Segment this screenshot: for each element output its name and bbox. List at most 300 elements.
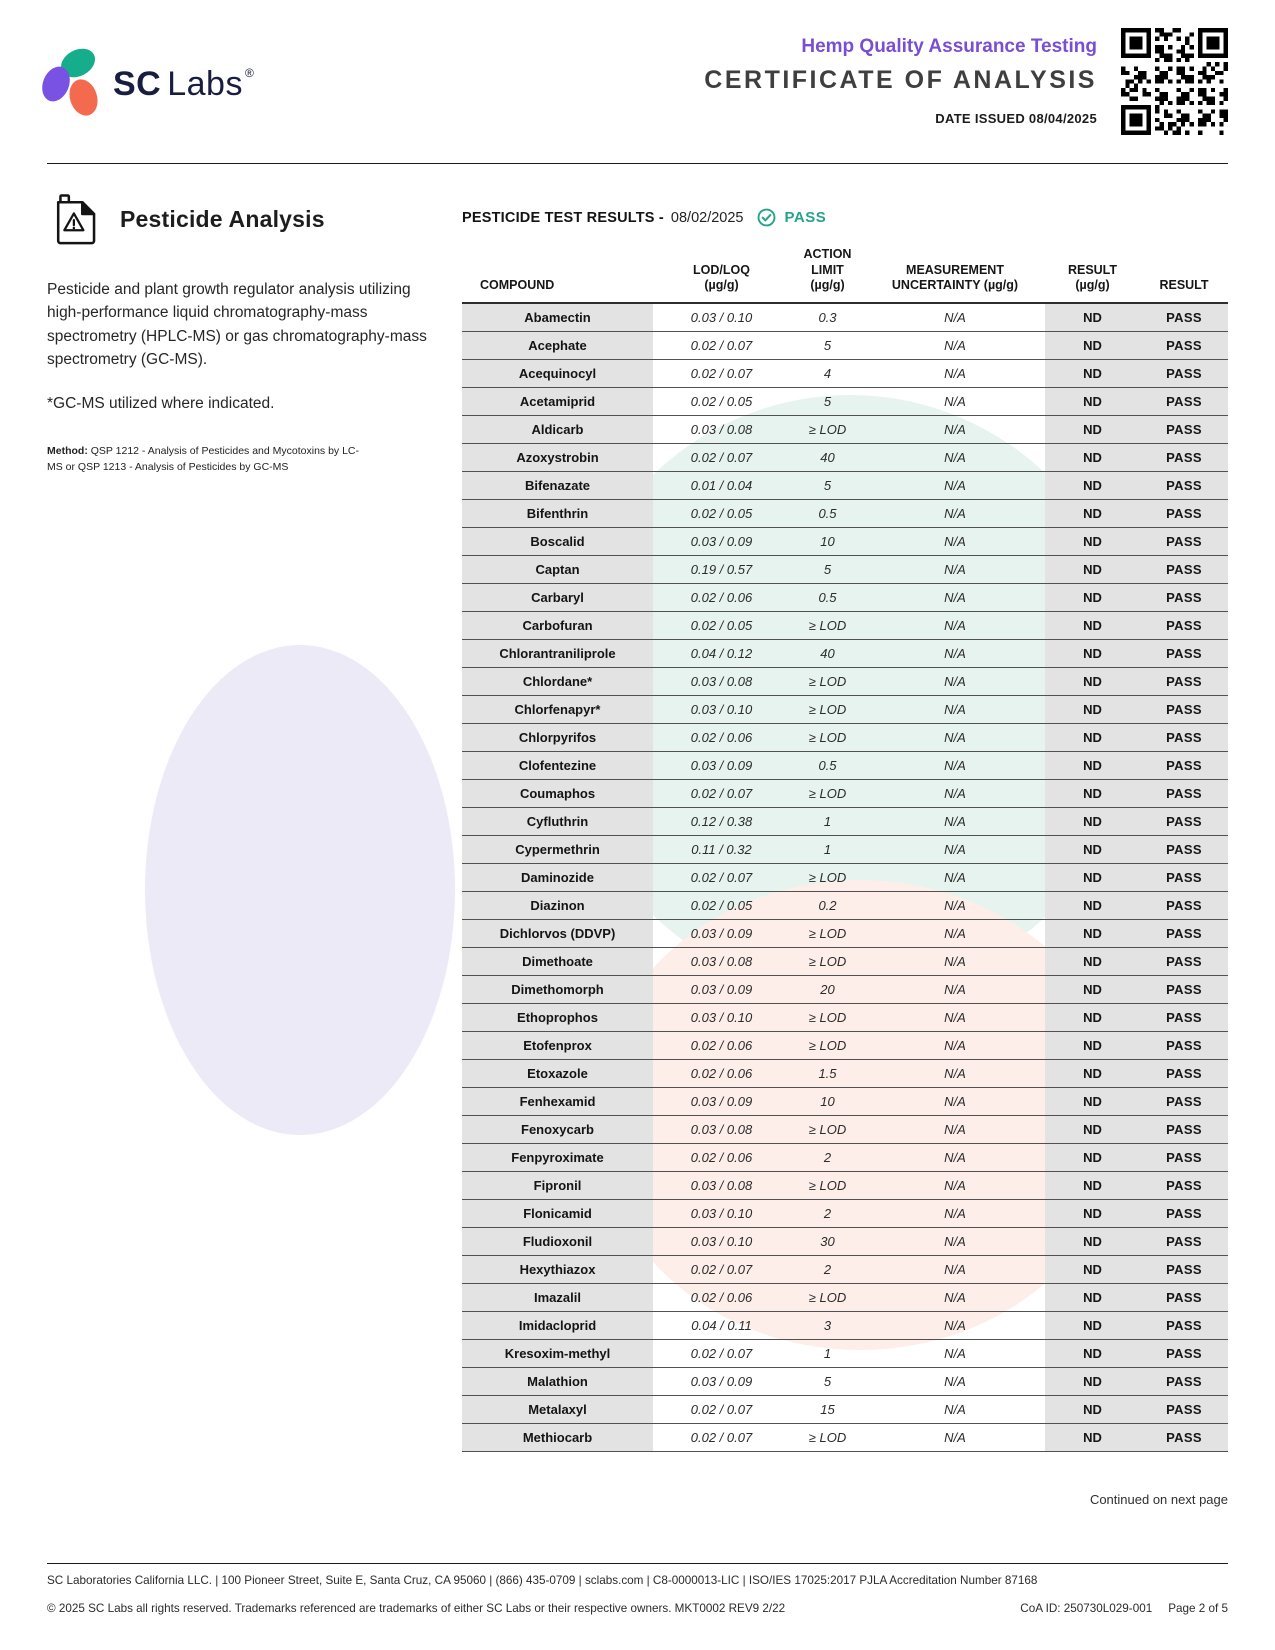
result-value: ND	[1045, 1059, 1140, 1087]
uncertainty-value: N/A	[944, 449, 966, 465]
compound-name: Diazinon	[462, 891, 653, 919]
action-limit-value: ≥ LOD	[808, 785, 847, 801]
uncertainty-value: N/A	[944, 533, 966, 549]
lod-loq-value: 0.02 / 0.07	[690, 1429, 753, 1445]
compound-name: Boscalid	[462, 527, 653, 555]
result-status: PASS	[1140, 947, 1228, 975]
result-status: PASS	[1140, 975, 1228, 1003]
compound-name: Chlorantraniliprole	[462, 639, 653, 667]
uncertainty-value: N/A	[944, 1401, 966, 1417]
table-row	[462, 807, 1228, 835]
result-status: PASS	[1140, 611, 1228, 639]
uncertainty-value: N/A	[944, 1177, 966, 1193]
header-divider	[47, 163, 1228, 164]
action-limit-value: ≥ LOD	[808, 1177, 847, 1193]
result-value: ND	[1045, 303, 1140, 332]
uncertainty-value: N/A	[944, 925, 966, 941]
result-value: ND	[1045, 723, 1140, 751]
result-value: ND	[1045, 919, 1140, 947]
result-value: ND	[1045, 1115, 1140, 1143]
table-row	[462, 779, 1228, 807]
table-row	[462, 1031, 1228, 1059]
compound-name: Captan	[462, 555, 653, 583]
result-status: PASS	[1140, 387, 1228, 415]
uncertainty-value: N/A	[944, 1317, 966, 1333]
action-limit-value: ≥ LOD	[808, 1429, 847, 1445]
result-status: PASS	[1140, 1143, 1228, 1171]
table-header-row	[462, 247, 1228, 303]
result-value: ND	[1045, 1423, 1140, 1451]
table-row	[462, 919, 1228, 947]
table-row	[462, 443, 1228, 471]
result-value: ND	[1045, 1031, 1140, 1059]
result-status: PASS	[1140, 1115, 1228, 1143]
result-status: PASS	[1140, 1199, 1228, 1227]
result-status: PASS	[1140, 639, 1228, 667]
action-limit-value: ≥ LOD	[808, 729, 847, 745]
action-limit-value: 5	[823, 561, 832, 577]
result-status: PASS	[1140, 527, 1228, 555]
date-issued: DATE ISSUED 08/04/2025	[935, 111, 1097, 126]
compound-name: Hexythiazox	[462, 1255, 653, 1283]
compound-name: Dimethomorph	[462, 975, 653, 1003]
page-title: CERTIFICATE OF ANALYSIS	[704, 66, 1097, 94]
result-value: ND	[1045, 779, 1140, 807]
result-status: PASS	[1140, 1171, 1228, 1199]
uncertainty-value: N/A	[944, 477, 966, 493]
result-value: ND	[1045, 1283, 1140, 1311]
action-limit-value: 2	[823, 1261, 832, 1277]
lod-loq-value: 0.03 / 0.08	[690, 1121, 753, 1137]
results-title-row	[462, 208, 826, 227]
table-row	[462, 947, 1228, 975]
table-row	[462, 695, 1228, 723]
lod-loq-value: 0.03 / 0.09	[690, 981, 753, 997]
uncertainty-value: N/A	[944, 421, 966, 437]
action-limit-value: ≥ LOD	[808, 1009, 847, 1025]
table-row	[462, 667, 1228, 695]
compound-name: Imidacloprid	[462, 1311, 653, 1339]
overall-status-badge: PASS	[784, 209, 827, 226]
table-row	[462, 1003, 1228, 1031]
compound-name: Methiocarb	[462, 1423, 653, 1451]
lod-loq-value: 0.02 / 0.06	[690, 589, 753, 605]
table-row	[462, 1087, 1228, 1115]
action-limit-value: 0.5	[818, 505, 837, 521]
table-row	[462, 611, 1228, 639]
compound-name: Chlorfenapyr*	[462, 695, 653, 723]
compound-name: Acequinocyl	[462, 359, 653, 387]
lod-loq-value: 0.03 / 0.08	[690, 953, 753, 969]
result-status: PASS	[1140, 1339, 1228, 1367]
uncertainty-value: N/A	[944, 953, 966, 969]
action-limit-value: 40	[820, 645, 835, 661]
result-status: PASS	[1140, 1227, 1228, 1255]
action-limit-value: 5	[823, 1373, 832, 1389]
result-value: ND	[1045, 695, 1140, 723]
table-row	[462, 499, 1228, 527]
table-row	[462, 1059, 1228, 1087]
uncertainty-value: N/A	[944, 1149, 966, 1165]
lod-loq-value: 0.02 / 0.06	[690, 1289, 753, 1305]
table-row	[462, 415, 1228, 443]
result-status: PASS	[1140, 331, 1228, 359]
result-value: ND	[1045, 331, 1140, 359]
action-limit-value: 10	[820, 1093, 835, 1109]
lod-loq-value: 0.02 / 0.07	[690, 365, 753, 381]
result-status: PASS	[1140, 359, 1228, 387]
uncertainty-value: N/A	[944, 1289, 966, 1305]
results-date: 08/02/2025	[670, 209, 744, 226]
result-status: PASS	[1140, 1087, 1228, 1115]
table-row	[462, 639, 1228, 667]
lod-loq-value: 0.03 / 0.08	[690, 1177, 753, 1193]
result-status: PASS	[1140, 1423, 1228, 1451]
compound-name: Metalaxyl	[462, 1395, 653, 1423]
column-header: RESULT	[1159, 278, 1209, 293]
result-status: PASS	[1140, 667, 1228, 695]
result-status: PASS	[1140, 443, 1228, 471]
uncertainty-value: N/A	[944, 309, 966, 325]
compound-name: Carbaryl	[462, 583, 653, 611]
action-limit-value: 30	[820, 1233, 835, 1249]
continued-note: Continued on next page	[1089, 1492, 1228, 1507]
action-limit-value: 2	[823, 1149, 832, 1165]
table-row	[462, 1115, 1228, 1143]
result-value: ND	[1045, 387, 1140, 415]
action-limit-value: ≥ LOD	[808, 421, 847, 437]
table-row	[462, 975, 1228, 1003]
lod-loq-value: 0.03 / 0.09	[690, 1093, 753, 1109]
table-row	[462, 863, 1228, 891]
compound-name: Clofentezine	[462, 751, 653, 779]
lod-loq-value: 0.11 / 0.32	[691, 841, 752, 857]
uncertainty-value: N/A	[944, 981, 966, 997]
lod-loq-value: 0.02 / 0.07	[690, 785, 753, 801]
result-value: ND	[1045, 527, 1140, 555]
table-row	[462, 471, 1228, 499]
lod-loq-value: 0.02 / 0.06	[690, 1065, 753, 1081]
uncertainty-value: N/A	[944, 841, 966, 857]
result-value: ND	[1045, 1087, 1140, 1115]
action-limit-value: ≥ LOD	[808, 701, 847, 717]
lod-loq-value: 0.03 / 0.09	[690, 533, 753, 549]
result-value: ND	[1045, 1311, 1140, 1339]
qr-code	[1121, 28, 1228, 135]
compound-name: Etoxazole	[462, 1059, 653, 1087]
table-row	[462, 891, 1228, 919]
result-value: ND	[1045, 947, 1140, 975]
column-header: ACTION LIMIT (µg/g)	[803, 247, 852, 293]
pass-check-icon	[757, 208, 776, 227]
column-header: LOD/LOQ (µg/g)	[693, 262, 750, 293]
uncertainty-value: N/A	[944, 1261, 966, 1277]
action-limit-value: 1	[823, 1345, 832, 1361]
compound-name: Coumaphos	[462, 779, 653, 807]
compound-name: Acephate	[462, 331, 653, 359]
action-limit-value: 0.5	[818, 589, 837, 605]
lod-loq-value: 0.03 / 0.10	[690, 309, 753, 325]
result-status: PASS	[1140, 555, 1228, 583]
result-value: ND	[1045, 415, 1140, 443]
uncertainty-value: N/A	[944, 393, 966, 409]
table-row	[462, 555, 1228, 583]
action-limit-value: 2	[823, 1205, 832, 1221]
registered-mark: ®	[244, 65, 255, 80]
result-status: PASS	[1140, 1255, 1228, 1283]
result-value: ND	[1045, 611, 1140, 639]
lod-loq-value: 0.03 / 0.10	[690, 1205, 753, 1221]
result-value: ND	[1045, 1395, 1140, 1423]
uncertainty-value: N/A	[944, 1065, 966, 1081]
results-title: PESTICIDE TEST RESULTS -	[462, 209, 664, 226]
result-status: PASS	[1140, 1283, 1228, 1311]
lod-loq-value: 0.03 / 0.09	[690, 757, 753, 773]
result-value: ND	[1045, 667, 1140, 695]
table-row	[462, 359, 1228, 387]
uncertainty-value: N/A	[944, 561, 966, 577]
table-row	[462, 1143, 1228, 1171]
lod-loq-value: 0.02 / 0.07	[690, 1401, 753, 1417]
result-status: PASS	[1140, 751, 1228, 779]
uncertainty-value: N/A	[944, 813, 966, 829]
uncertainty-value: N/A	[944, 1233, 966, 1249]
lod-loq-value: 0.01 / 0.04	[690, 477, 753, 493]
lod-loq-value: 0.03 / 0.08	[690, 421, 753, 437]
result-status: PASS	[1140, 1003, 1228, 1031]
lod-loq-value: 0.12 / 0.38	[690, 813, 753, 829]
action-limit-value: ≥ LOD	[808, 925, 847, 941]
footer-lab-info: SC Laboratories California LLC. | 100 Pioneer Street, Suite E, Santa Cruz, CA 95060 | (866) 435-0709 | sclabs.com | C8-0000013-LIC | ISO/IES 17025:2017 PJLA Accreditation Number 87168	[47, 1574, 1038, 1587]
table-row	[462, 1339, 1228, 1367]
table-row	[462, 1255, 1228, 1283]
table-row	[462, 1199, 1228, 1227]
lod-loq-value: 0.03 / 0.10	[690, 1233, 753, 1249]
uncertainty-value: N/A	[944, 729, 966, 745]
uncertainty-value: N/A	[944, 1205, 966, 1221]
compound-name: Acetamiprid	[462, 387, 653, 415]
result-status: PASS	[1140, 499, 1228, 527]
column-header: COMPOUND	[480, 278, 555, 293]
table-row	[462, 723, 1228, 751]
result-value: ND	[1045, 807, 1140, 835]
lod-loq-value: 0.02 / 0.07	[690, 337, 753, 353]
lod-loq-value: 0.04 / 0.11	[691, 1317, 752, 1333]
lod-loq-value: 0.02 / 0.05	[690, 617, 753, 633]
result-status: PASS	[1140, 471, 1228, 499]
uncertainty-value: N/A	[944, 617, 966, 633]
result-value: ND	[1045, 555, 1140, 583]
result-status: PASS	[1140, 919, 1228, 947]
section-description: Pesticide and plant growth regulator analysis utilizing high-performance liquid chromatography-mass spectrometry (HPLC-MS) or gas chromatography-mass spectrometry (GC-MS).	[47, 281, 427, 368]
result-status: PASS	[1140, 1395, 1228, 1423]
uncertainty-value: N/A	[944, 1037, 966, 1053]
footer-copyright: © 2025 SC Labs all rights reserved. Trademarks referenced are trademarks of either SC Labs or their respective owners. MKT0002 REV9 2/22	[47, 1602, 786, 1615]
result-value: ND	[1045, 359, 1140, 387]
compound-name: Kresoxim-methyl	[462, 1339, 653, 1367]
lod-loq-value: 0.03 / 0.09	[690, 925, 753, 941]
table-row	[462, 527, 1228, 555]
action-limit-value: ≥ LOD	[808, 953, 847, 969]
table-row	[462, 387, 1228, 415]
table-row	[462, 303, 1228, 332]
lod-loq-value: 0.03 / 0.08	[690, 673, 753, 689]
result-value: ND	[1045, 1339, 1140, 1367]
method-label: Method:	[47, 445, 88, 457]
action-limit-value: ≥ LOD	[808, 1289, 847, 1305]
uncertainty-value: N/A	[944, 1121, 966, 1137]
result-status: PASS	[1140, 583, 1228, 611]
action-limit-value: 1	[823, 813, 832, 829]
compound-name: Fenhexamid	[462, 1087, 653, 1115]
result-value: ND	[1045, 499, 1140, 527]
result-value: ND	[1045, 891, 1140, 919]
action-limit-value: 5	[823, 477, 832, 493]
lod-loq-value: 0.02 / 0.05	[690, 897, 753, 913]
compound-name: Bifenazate	[462, 471, 653, 499]
uncertainty-value: N/A	[944, 869, 966, 885]
table-row	[462, 1423, 1228, 1451]
program-title: Hemp Quality Assurance Testing	[801, 36, 1097, 57]
result-status: PASS	[1140, 695, 1228, 723]
lod-loq-value: 0.03 / 0.09	[690, 1373, 753, 1389]
result-value: ND	[1045, 583, 1140, 611]
uncertainty-value: N/A	[944, 673, 966, 689]
uncertainty-value: N/A	[944, 897, 966, 913]
lod-loq-value: 0.02 / 0.07	[690, 869, 753, 885]
action-limit-value: ≥ LOD	[808, 1121, 847, 1137]
uncertainty-value: N/A	[944, 589, 966, 605]
lod-loq-value: 0.03 / 0.10	[690, 1009, 753, 1025]
result-status: PASS	[1140, 1059, 1228, 1087]
compound-name: Malathion	[462, 1367, 653, 1395]
action-limit-value: ≥ LOD	[808, 1037, 847, 1053]
method-text: Method: QSP 1212 - Analysis of Pesticides and Mycotoxins by LC-MS or QSP 1213 - Analysis of Pesticides by GC-MS	[47, 445, 360, 474]
compound-name: Azoxystrobin	[462, 443, 653, 471]
lod-loq-value: 0.02 / 0.07	[690, 449, 753, 465]
action-limit-value: ≥ LOD	[808, 869, 847, 885]
action-limit-value: ≥ LOD	[808, 673, 847, 689]
result-status: PASS	[1140, 1311, 1228, 1339]
uncertainty-value: N/A	[944, 785, 966, 801]
uncertainty-value: N/A	[944, 757, 966, 773]
compound-name: Flonicamid	[462, 1199, 653, 1227]
action-limit-value: 5	[823, 393, 832, 409]
compound-name: Dichlorvos (DDVP)	[462, 919, 653, 947]
compound-name: Daminozide	[462, 863, 653, 891]
result-value: ND	[1045, 471, 1140, 499]
uncertainty-value: N/A	[944, 337, 966, 353]
lod-loq-value: 0.19 / 0.57	[690, 561, 753, 577]
lod-loq-value: 0.03 / 0.10	[690, 701, 753, 717]
compound-name: Abamectin	[462, 303, 653, 332]
lod-loq-value: 0.02 / 0.06	[690, 729, 753, 745]
sclabs-logo	[43, 50, 254, 118]
uncertainty-value: N/A	[944, 1429, 966, 1445]
section-heading: Pesticide Analysis	[120, 205, 325, 232]
uncertainty-value: N/A	[944, 1009, 966, 1025]
action-limit-value: 0.3	[818, 309, 837, 325]
action-limit-value: 0.5	[818, 757, 837, 773]
lod-loq-value: 0.02 / 0.06	[690, 1149, 753, 1165]
uncertainty-value: N/A	[944, 1345, 966, 1361]
lod-loq-value: 0.02 / 0.05	[690, 505, 753, 521]
action-limit-value: 1.5	[818, 1065, 837, 1081]
result-value: ND	[1045, 639, 1140, 667]
table-row	[462, 583, 1228, 611]
action-limit-value: 40	[820, 449, 835, 465]
result-status: PASS	[1140, 863, 1228, 891]
result-status: PASS	[1140, 835, 1228, 863]
logo-wordmark: SC Labs ®	[113, 64, 255, 103]
action-limit-value: 0.2	[818, 897, 837, 913]
action-limit-value: 15	[820, 1401, 835, 1417]
result-value: ND	[1045, 975, 1140, 1003]
column-header: MEASUREMENT UNCERTAINTY (µg/g)	[891, 262, 1019, 293]
result-value: ND	[1045, 1199, 1140, 1227]
footer-divider	[47, 1563, 1228, 1564]
lod-loq-value: 0.02 / 0.06	[690, 1037, 753, 1053]
action-limit-value: 10	[820, 533, 835, 549]
compound-name: Chlordane*	[462, 667, 653, 695]
lod-loq-value: 0.02 / 0.07	[690, 1345, 753, 1361]
result-value: ND	[1045, 863, 1140, 891]
background-blob-lavender	[145, 645, 455, 1135]
result-value: ND	[1045, 835, 1140, 863]
lod-loq-value: 0.04 / 0.12	[690, 645, 753, 661]
result-status: PASS	[1140, 1367, 1228, 1395]
result-value: ND	[1045, 1143, 1140, 1171]
table-row	[462, 1171, 1228, 1199]
compound-name: Fenpyroximate	[462, 1143, 653, 1171]
compound-name: Etofenprox	[462, 1031, 653, 1059]
result-value: ND	[1045, 1227, 1140, 1255]
result-status: PASS	[1140, 303, 1228, 332]
compound-name: Aldicarb	[462, 415, 653, 443]
table-row	[462, 835, 1228, 863]
result-status: PASS	[1140, 807, 1228, 835]
action-limit-value: 5	[823, 337, 832, 353]
header-titles	[704, 36, 1097, 126]
gcms-note: *GC-MS utilized where indicated.	[47, 395, 275, 412]
result-value: ND	[1045, 751, 1140, 779]
page-number: Page 2 of 5	[1168, 1602, 1228, 1615]
action-limit-value: ≥ LOD	[808, 617, 847, 633]
lod-loq-value: 0.02 / 0.05	[690, 393, 753, 409]
compound-name: Dimethoate	[462, 947, 653, 975]
table-row	[462, 1367, 1228, 1395]
compound-name: Chlorpyrifos	[462, 723, 653, 751]
result-value: ND	[1045, 1171, 1140, 1199]
result-status: PASS	[1140, 723, 1228, 751]
uncertainty-value: N/A	[944, 1093, 966, 1109]
compound-name: Carbofuran	[462, 611, 653, 639]
coa-id: CoA ID: 250730L029-001	[1020, 1602, 1153, 1615]
uncertainty-value: N/A	[944, 1373, 966, 1389]
result-status: PASS	[1140, 891, 1228, 919]
sclabs-logo-icon	[43, 50, 99, 118]
result-status: PASS	[1140, 415, 1228, 443]
uncertainty-value: N/A	[944, 701, 966, 717]
uncertainty-value: N/A	[944, 645, 966, 661]
table-row	[462, 331, 1228, 359]
pesticide-analysis-section	[47, 190, 429, 476]
lod-loq-value: 0.02 / 0.07	[690, 1261, 753, 1277]
compound-name: Fipronil	[462, 1171, 653, 1199]
result-value: ND	[1045, 1367, 1140, 1395]
action-limit-value: 1	[823, 841, 832, 857]
column-header: RESULT (µg/g)	[1067, 262, 1118, 293]
